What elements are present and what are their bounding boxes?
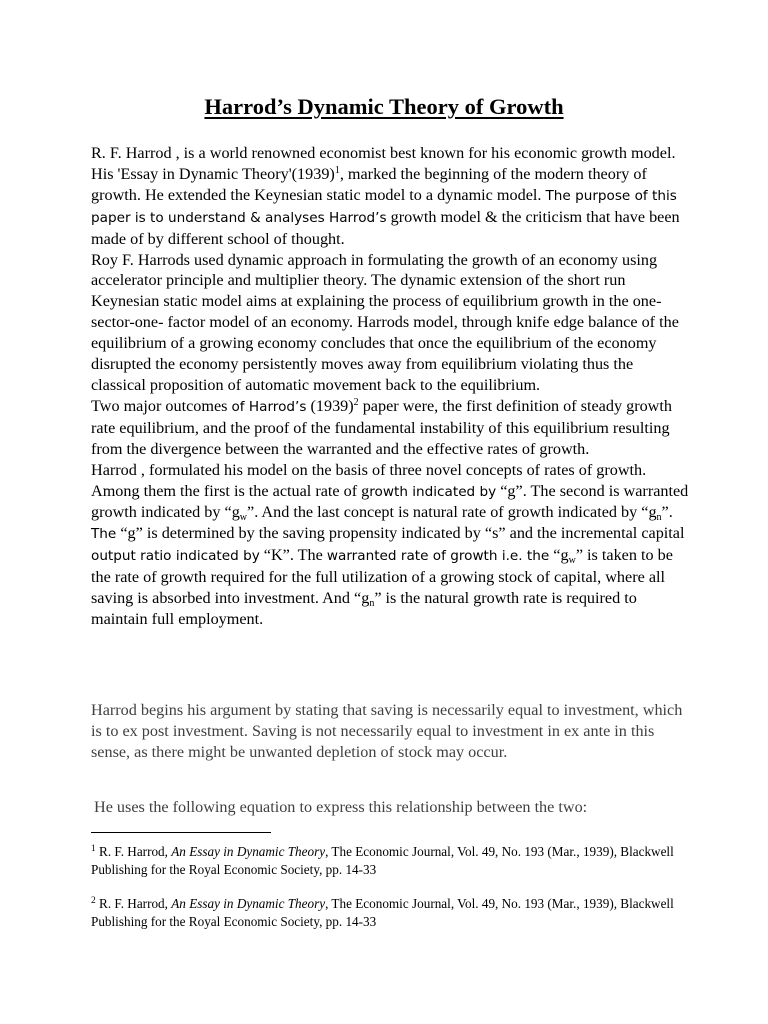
subscript-w: w <box>239 512 248 524</box>
outcomes-paragraph <box>91 396 691 460</box>
concepts-text-3: “g”. The second is warranted growth indicated by “g <box>91 481 689 522</box>
concepts-text-6: The <box>91 526 117 543</box>
intro-text-4: growth model & the criticism that have been made of by different school of thought. <box>91 207 680 248</box>
concepts-text-1: Harrod , formulated his model on the basis of three novel concepts of rates of growth. Among them the first is the actual rate of g <box>91 460 647 500</box>
footnote-1-lead: R. F. Harrod, <box>95 844 172 859</box>
argument-paragraph: Harrod begins his argument by stating that saving is necessarily equal to investment, which is to ex post investment. Saving is not necessarily equal to investment in ex ante in this sense, as there might be unwanted depletion of stock may occur. <box>91 701 683 761</box>
equation-intro: He uses the following equation to express this relationship between the two: <box>94 798 588 816</box>
subscript-n-2: n <box>369 598 375 610</box>
concepts-text-7: “g” is determined by the saving propensity indicated by “s” and the incremental capital <box>116 524 685 543</box>
footnote-2-number: 2 <box>91 896 96 906</box>
concepts-text-4: ”. And the last concept is natural rate of growth indicated by “g <box>247 503 657 522</box>
outcomes-text-1: Two major outcomes <box>91 396 232 415</box>
footnote-1-rest: , The Economic Journal, Vol. 49, No. 193 (Mar., 1939), Blackwell Publishing for the Royal Economic Society, pp. 14-33 <box>91 844 674 877</box>
concepts-text-13: ” is the natural growth rate is required to maintain full employment. <box>91 589 637 628</box>
footnote-ref-1: 1 <box>334 164 340 176</box>
intro-text-1: R. F. Harrod , is a world renowned economist best known for his economic growth model. His 'Essay in Dynamic Theory'(1939) <box>91 144 676 183</box>
body-text <box>91 143 691 630</box>
concepts-text-11: “g <box>549 546 569 565</box>
concepts-paragraph <box>91 460 691 630</box>
intro-text-2: , marked the beginning of the modern theory of growth. He extended the Keynesian static model to a dynamic model. <box>91 164 647 204</box>
footnote-1-title: An Essay in Dynamic Theory <box>171 844 326 859</box>
concepts-text-8: output ratio indicated by <box>91 548 260 565</box>
footnote-ref-2: 2 <box>353 396 359 408</box>
concepts-text-10: warranted rate of growth i.e. the <box>326 548 550 565</box>
footnote-2 <box>91 895 681 931</box>
outcomes-text-3: (1939) <box>306 396 354 415</box>
concepts-text-2: rowth indicated by <box>369 483 497 500</box>
footnote-2-lead: R. F. Harrod, <box>95 896 172 911</box>
footnote-1-number: 1 <box>91 844 96 854</box>
footnote-1 <box>91 843 681 879</box>
concepts-text-9: “K”. The <box>259 546 327 565</box>
intro-paragraph <box>91 143 691 250</box>
roy-paragraph: Roy F. Harrods used dynamic approach in formulating the growth of an economy using accelerator principle and multiplier theory. The dynamic extension of the short run Keynesian static model aims at explaining the process of equilibrium growth in the one- sector-one- factor model of an economy. Harrods model, through knife edge balance of the equilibrium of a growing economy concludes that once the equilibrium of the economy disrupted the economy persistently moves away from equilibrium violating thus the classical proposition of automatic movement back to the equilibrium. <box>91 250 679 394</box>
footnote-2-rest: , The Economic Journal, Vol. 49, No. 193 (Mar., 1939), Blackwell Publishing for the Royal Economic Society, pp. 14-33 <box>91 896 674 929</box>
intro-purpose-text: The purpose of this paper is to understand & analyses Harrod’s <box>91 187 677 226</box>
subscript-w-2: w <box>568 555 576 567</box>
concepts-text-12: ” is taken to be the rate of growth required for the full utilization of a growing stock of capital, where all saving is absorbed into investment. And “g <box>91 546 673 608</box>
footnote-divider <box>91 832 271 833</box>
subscript-n: n <box>656 512 662 524</box>
page-title: Harrod’s Dynamic Theory of Growth <box>204 94 564 119</box>
concepts-text-5: ”. <box>661 503 673 522</box>
outcomes-text-4: paper were, the first definition of steady growth rate equilibrium, and the proof of the fundamental instability of this equilibrium resulting from the divergence between the warranted and the effective rates of growth. <box>91 396 672 458</box>
outcomes-text-2: of Harrod’s <box>231 398 307 415</box>
footnote-2-title: An Essay in Dynamic Theory <box>171 896 326 911</box>
